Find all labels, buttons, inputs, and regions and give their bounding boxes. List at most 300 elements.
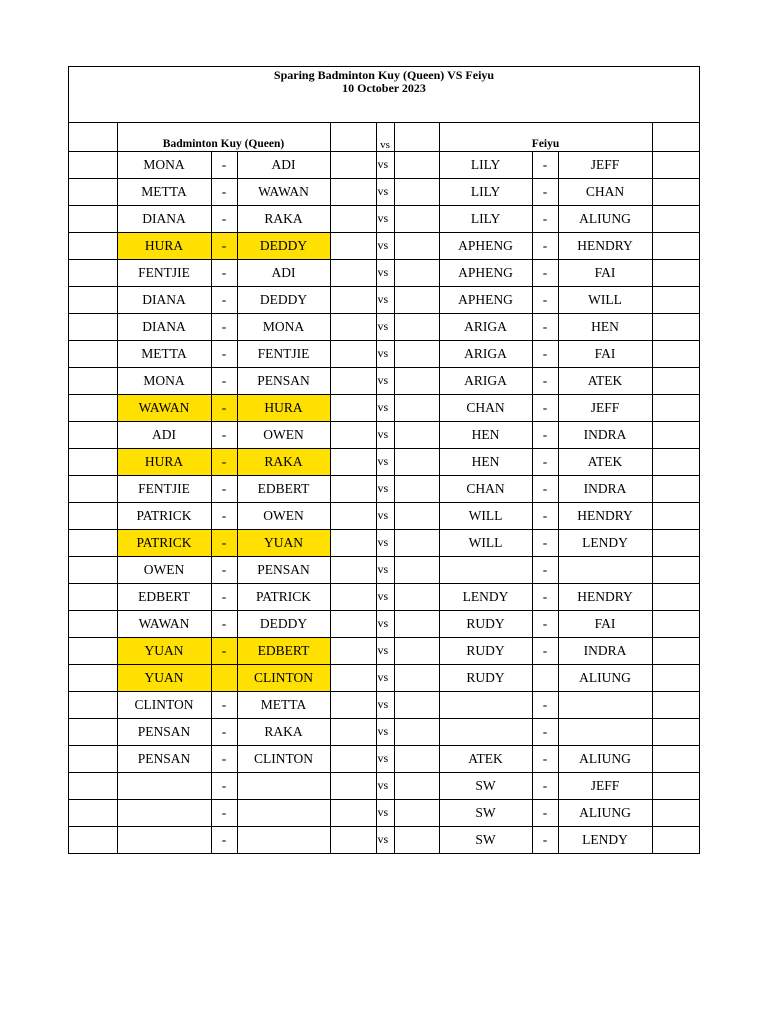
vs-label: vs	[376, 178, 394, 205]
right-player-2: ATEK	[558, 448, 652, 475]
header-blank	[69, 123, 117, 151]
right-blank	[652, 286, 700, 313]
match-row	[69, 205, 700, 232]
left-dash: -	[211, 394, 237, 421]
right-player-2: JEFF	[558, 151, 652, 178]
vs-label: vs	[376, 313, 394, 340]
right-player-1: SW	[439, 826, 532, 853]
right-player-2: FAI	[558, 340, 652, 367]
gap-cell	[394, 691, 439, 718]
header-blank	[652, 123, 700, 151]
gap-cell	[330, 259, 376, 286]
left-player-1: HURA	[117, 232, 211, 259]
right-player-1: ARIGA	[439, 340, 532, 367]
vs-label: vs	[376, 502, 394, 529]
right-player-2: FAI	[558, 259, 652, 286]
left-player-1: PATRICK	[117, 502, 211, 529]
right-player-2	[558, 556, 652, 583]
right-dash: -	[532, 313, 558, 340]
gap-cell	[330, 691, 376, 718]
right-dash: -	[532, 340, 558, 367]
left-blank	[69, 799, 117, 826]
gap-cell	[330, 232, 376, 259]
right-player-2: JEFF	[558, 772, 652, 799]
left-dash: -	[211, 448, 237, 475]
gap-cell	[330, 529, 376, 556]
left-dash: -	[211, 745, 237, 772]
right-player-2: LENDY	[558, 529, 652, 556]
gap-cell	[394, 313, 439, 340]
match-row	[69, 691, 700, 718]
left-blank	[69, 826, 117, 853]
match-row	[69, 286, 700, 313]
right-dash: -	[532, 772, 558, 799]
gap-cell	[394, 745, 439, 772]
gap-cell	[394, 529, 439, 556]
left-blank	[69, 475, 117, 502]
left-player-2: PENSAN	[237, 556, 330, 583]
left-player-2: FENTJIE	[237, 340, 330, 367]
right-player-1: LILY	[439, 178, 532, 205]
right-blank	[652, 178, 700, 205]
left-player-1: FENTJIE	[117, 475, 211, 502]
right-blank	[652, 502, 700, 529]
right-player-2: ATEK	[558, 367, 652, 394]
left-blank	[69, 502, 117, 529]
match-row	[69, 745, 700, 772]
left-player-2: ADI	[237, 259, 330, 286]
left-dash: -	[211, 826, 237, 853]
right-blank	[652, 259, 700, 286]
left-dash: -	[211, 340, 237, 367]
match-row	[69, 826, 700, 853]
gap-cell	[394, 502, 439, 529]
right-blank	[652, 205, 700, 232]
match-row	[69, 448, 700, 475]
match-table	[69, 123, 700, 853]
left-player-1: PATRICK	[117, 529, 211, 556]
gap-cell	[394, 367, 439, 394]
left-dash	[211, 664, 237, 691]
left-blank	[69, 637, 117, 664]
vs-label: vs	[376, 448, 394, 475]
right-blank	[652, 367, 700, 394]
left-player-1: OWEN	[117, 556, 211, 583]
left-player-2: RAKA	[237, 448, 330, 475]
right-dash: -	[532, 637, 558, 664]
gap-cell	[394, 232, 439, 259]
gap-cell	[330, 340, 376, 367]
left-blank	[69, 340, 117, 367]
right-player-2: CHAN	[558, 178, 652, 205]
left-player-2: DEDDY	[237, 232, 330, 259]
right-player-2: ALIUNG	[558, 205, 652, 232]
right-dash: -	[532, 178, 558, 205]
left-blank	[69, 286, 117, 313]
gap-cell	[330, 610, 376, 637]
vs-label: vs	[376, 475, 394, 502]
right-player-1: ARIGA	[439, 313, 532, 340]
match-row	[69, 151, 700, 178]
match-row	[69, 232, 700, 259]
vs-label: vs	[376, 232, 394, 259]
match-row	[69, 799, 700, 826]
right-dash: -	[532, 745, 558, 772]
gap-cell	[330, 826, 376, 853]
right-player-2: FAI	[558, 610, 652, 637]
gap-cell	[394, 259, 439, 286]
header-row	[69, 123, 700, 151]
left-blank	[69, 259, 117, 286]
gap-cell	[394, 205, 439, 232]
right-player-1	[439, 556, 532, 583]
left-player-1: METTA	[117, 340, 211, 367]
left-blank	[69, 745, 117, 772]
left-dash: -	[211, 421, 237, 448]
right-player-2: HEN	[558, 313, 652, 340]
match-sheet	[68, 66, 700, 854]
left-dash: -	[211, 178, 237, 205]
header-blank	[394, 123, 439, 151]
right-blank	[652, 799, 700, 826]
left-player-2: METTA	[237, 691, 330, 718]
right-dash: -	[532, 610, 558, 637]
left-player-2: DEDDY	[237, 610, 330, 637]
gap-cell	[394, 448, 439, 475]
left-player-2: DEDDY	[237, 286, 330, 313]
right-player-1: RUDY	[439, 610, 532, 637]
right-player-2	[558, 691, 652, 718]
right-player-2: INDRA	[558, 475, 652, 502]
gap-cell	[330, 745, 376, 772]
vs-label: vs	[376, 421, 394, 448]
left-dash: -	[211, 502, 237, 529]
right-player-1	[439, 691, 532, 718]
gap-cell	[330, 583, 376, 610]
gap-cell	[394, 718, 439, 745]
left-player-1: MONA	[117, 151, 211, 178]
gap-cell	[394, 610, 439, 637]
right-blank	[652, 826, 700, 853]
gap-cell	[394, 340, 439, 367]
match-row	[69, 421, 700, 448]
right-player-1: CHAN	[439, 475, 532, 502]
right-blank	[652, 610, 700, 637]
right-blank	[652, 475, 700, 502]
right-dash: -	[532, 286, 558, 313]
left-player-2	[237, 799, 330, 826]
left-blank	[69, 205, 117, 232]
right-player-2: ALIUNG	[558, 664, 652, 691]
gap-cell	[394, 421, 439, 448]
gap-cell	[330, 718, 376, 745]
vs-header: vs	[376, 123, 394, 151]
vs-label: vs	[376, 718, 394, 745]
gap-cell	[330, 664, 376, 691]
right-player-1: WILL	[439, 529, 532, 556]
right-dash: -	[532, 502, 558, 529]
left-dash: -	[211, 556, 237, 583]
team-right-header: Feiyu	[439, 123, 652, 151]
match-row	[69, 556, 700, 583]
left-blank	[69, 583, 117, 610]
header-blank	[330, 123, 376, 151]
left-dash: -	[211, 718, 237, 745]
right-dash: -	[532, 799, 558, 826]
left-player-2	[237, 826, 330, 853]
gap-cell	[330, 394, 376, 421]
left-player-2: CLINTON	[237, 664, 330, 691]
vs-label: vs	[376, 583, 394, 610]
team-left-header: Badminton Kuy (Queen)	[117, 123, 330, 151]
gap-cell	[394, 637, 439, 664]
gap-cell	[330, 637, 376, 664]
right-blank	[652, 448, 700, 475]
left-dash: -	[211, 799, 237, 826]
left-dash: -	[211, 205, 237, 232]
gap-cell	[330, 556, 376, 583]
left-player-1: PENSAN	[117, 718, 211, 745]
left-player-1: HURA	[117, 448, 211, 475]
right-player-2: JEFF	[558, 394, 652, 421]
left-dash: -	[211, 475, 237, 502]
left-blank	[69, 772, 117, 799]
right-player-1: APHENG	[439, 232, 532, 259]
right-dash: -	[532, 583, 558, 610]
right-blank	[652, 151, 700, 178]
right-dash: -	[532, 529, 558, 556]
vs-label: vs	[376, 286, 394, 313]
right-player-1: SW	[439, 772, 532, 799]
right-player-1: SW	[439, 799, 532, 826]
left-dash: -	[211, 772, 237, 799]
gap-cell	[330, 448, 376, 475]
match-row	[69, 583, 700, 610]
match-row	[69, 475, 700, 502]
right-player-2: HENDRY	[558, 502, 652, 529]
left-player-1: DIANA	[117, 205, 211, 232]
left-player-1: ADI	[117, 421, 211, 448]
left-player-2: RAKA	[237, 205, 330, 232]
gap-cell	[330, 286, 376, 313]
right-player-1: ARIGA	[439, 367, 532, 394]
vs-label: vs	[376, 826, 394, 853]
right-player-1: RUDY	[439, 637, 532, 664]
gap-cell	[330, 151, 376, 178]
left-blank	[69, 394, 117, 421]
left-player-1: METTA	[117, 178, 211, 205]
right-blank	[652, 745, 700, 772]
vs-label: vs	[376, 259, 394, 286]
right-blank	[652, 664, 700, 691]
right-blank	[652, 529, 700, 556]
left-player-2: CLINTON	[237, 745, 330, 772]
left-player-2: HURA	[237, 394, 330, 421]
right-dash: -	[532, 475, 558, 502]
match-row	[69, 394, 700, 421]
right-dash: -	[532, 205, 558, 232]
vs-label: vs	[376, 610, 394, 637]
left-player-2: OWEN	[237, 421, 330, 448]
left-dash: -	[211, 313, 237, 340]
vs-label: vs	[376, 205, 394, 232]
title-block	[69, 67, 699, 123]
gap-cell	[330, 475, 376, 502]
match-table-body	[69, 123, 700, 853]
right-player-2: INDRA	[558, 637, 652, 664]
left-player-1: YUAN	[117, 637, 211, 664]
vs-label: vs	[376, 556, 394, 583]
gap-cell	[394, 772, 439, 799]
left-dash: -	[211, 286, 237, 313]
right-blank	[652, 718, 700, 745]
right-blank	[652, 394, 700, 421]
gap-cell	[394, 556, 439, 583]
right-player-1: LILY	[439, 151, 532, 178]
right-blank	[652, 313, 700, 340]
left-blank	[69, 421, 117, 448]
vs-label: vs	[376, 340, 394, 367]
match-row	[69, 664, 700, 691]
left-player-2: EDBERT	[237, 637, 330, 664]
gap-cell	[330, 772, 376, 799]
left-blank	[69, 232, 117, 259]
gap-cell	[330, 799, 376, 826]
right-player-2	[558, 718, 652, 745]
right-player-1	[439, 718, 532, 745]
gap-cell	[394, 475, 439, 502]
right-player-2: INDRA	[558, 421, 652, 448]
right-dash: -	[532, 367, 558, 394]
right-player-1: LILY	[439, 205, 532, 232]
right-player-2: HENDRY	[558, 583, 652, 610]
match-row	[69, 529, 700, 556]
left-dash: -	[211, 583, 237, 610]
left-player-2: PATRICK	[237, 583, 330, 610]
left-blank	[69, 448, 117, 475]
right-player-1: WILL	[439, 502, 532, 529]
left-player-1	[117, 826, 211, 853]
match-row	[69, 313, 700, 340]
vs-label: vs	[376, 799, 394, 826]
vs-label: vs	[376, 151, 394, 178]
gap-cell	[394, 286, 439, 313]
match-row	[69, 367, 700, 394]
left-dash: -	[211, 259, 237, 286]
match-row	[69, 610, 700, 637]
right-dash: -	[532, 718, 558, 745]
left-dash: -	[211, 637, 237, 664]
vs-label: vs	[376, 664, 394, 691]
left-player-1: WAWAN	[117, 394, 211, 421]
left-blank	[69, 151, 117, 178]
sheet-date: 10 October 2023	[342, 81, 426, 95]
right-blank	[652, 421, 700, 448]
match-row	[69, 259, 700, 286]
gap-cell	[394, 178, 439, 205]
left-player-1: FENTJIE	[117, 259, 211, 286]
right-blank	[652, 583, 700, 610]
left-blank	[69, 529, 117, 556]
vs-label: vs	[376, 745, 394, 772]
left-blank	[69, 610, 117, 637]
right-player-1: ATEK	[439, 745, 532, 772]
left-player-2: RAKA	[237, 718, 330, 745]
vs-label: vs	[376, 691, 394, 718]
right-player-2: ALIUNG	[558, 799, 652, 826]
gap-cell	[394, 583, 439, 610]
left-blank	[69, 367, 117, 394]
vs-label: vs	[376, 394, 394, 421]
left-player-1: YUAN	[117, 664, 211, 691]
left-dash: -	[211, 151, 237, 178]
right-dash: -	[532, 556, 558, 583]
match-row	[69, 502, 700, 529]
left-player-1: CLINTON	[117, 691, 211, 718]
gap-cell	[394, 826, 439, 853]
left-player-2	[237, 772, 330, 799]
left-player-2: ADI	[237, 151, 330, 178]
left-blank	[69, 664, 117, 691]
left-player-2: EDBERT	[237, 475, 330, 502]
right-player-1: RUDY	[439, 664, 532, 691]
left-player-1: DIANA	[117, 286, 211, 313]
vs-label: vs	[376, 637, 394, 664]
left-player-1: PENSAN	[117, 745, 211, 772]
left-player-2: YUAN	[237, 529, 330, 556]
left-player-1	[117, 772, 211, 799]
right-player-2: HENDRY	[558, 232, 652, 259]
right-dash: -	[532, 151, 558, 178]
right-blank	[652, 691, 700, 718]
left-blank	[69, 556, 117, 583]
vs-label: vs	[376, 529, 394, 556]
right-player-2: WILL	[558, 286, 652, 313]
left-dash: -	[211, 610, 237, 637]
match-row	[69, 637, 700, 664]
left-dash: -	[211, 691, 237, 718]
left-player-1: MONA	[117, 367, 211, 394]
gap-cell	[394, 799, 439, 826]
left-player-2: MONA	[237, 313, 330, 340]
right-dash	[532, 664, 558, 691]
right-dash: -	[532, 691, 558, 718]
gap-cell	[394, 664, 439, 691]
left-player-1: EDBERT	[117, 583, 211, 610]
right-dash: -	[532, 448, 558, 475]
right-blank	[652, 232, 700, 259]
right-blank	[652, 556, 700, 583]
match-row	[69, 340, 700, 367]
gap-cell	[330, 502, 376, 529]
right-dash: -	[532, 421, 558, 448]
right-dash: -	[532, 826, 558, 853]
gap-cell	[394, 151, 439, 178]
left-player-1	[117, 799, 211, 826]
right-player-2: LENDY	[558, 826, 652, 853]
left-player-2: OWEN	[237, 502, 330, 529]
left-player-1: DIANA	[117, 313, 211, 340]
left-dash: -	[211, 232, 237, 259]
match-row	[69, 178, 700, 205]
vs-label: vs	[376, 772, 394, 799]
right-player-1: APHENG	[439, 286, 532, 313]
gap-cell	[330, 205, 376, 232]
right-player-1: HEN	[439, 448, 532, 475]
right-blank	[652, 772, 700, 799]
sheet-title: Sparing Badminton Kuy (Queen) VS Feiyu	[273, 68, 495, 82]
left-player-1: WAWAN	[117, 610, 211, 637]
